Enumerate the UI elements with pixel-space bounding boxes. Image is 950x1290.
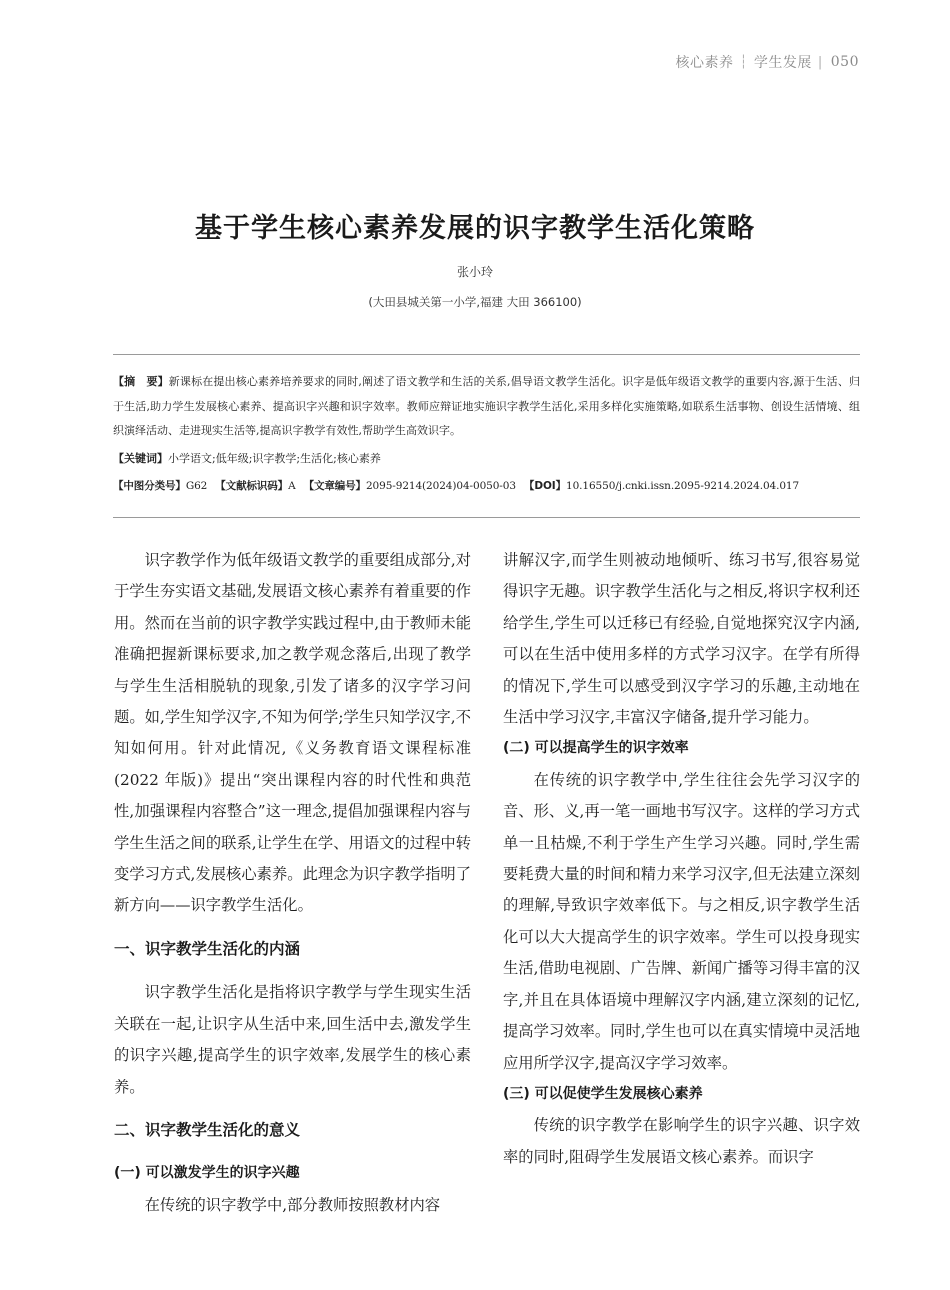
doc-code-value: A xyxy=(288,480,296,492)
core-literacy-paragraph: 传统的识字教学在影响学生的识字兴趣、识字效率的同时,阻碍学生发展语文核心素养。而识字 xyxy=(503,1116,860,1166)
header-tag-core-literacy: 核心素养 xyxy=(675,55,734,71)
clc-value: G62 xyxy=(185,480,208,492)
left-column xyxy=(114,545,471,1221)
clc-label: 【中图分类号】 xyxy=(113,480,186,492)
article-number-value: 2095-9214(2024)04-0050-03 xyxy=(365,480,516,492)
interest-paragraph-continued: 讲解汉字,而学生则被动地倾听、练习书写,很容易觉得识字无趣。识字教学生活化与之相反,将识字权利还给学生,学生可以迁移已有经验,自觉地探究汉字内涵,可以在生活中使用多样的方式学习汉字。在学有所得的情况下,学生可以感受到汉字学习的乐趣,主动地在生活中学习汉字,丰富汉字储备,提升学习能力。 xyxy=(503,551,860,727)
page-number: 050 xyxy=(830,54,859,70)
keywords-label: 【关键词】 xyxy=(113,451,168,465)
article-number-label: 【文章编号】 xyxy=(303,480,366,492)
article-title: 基于学生核心素养发展的识字教学生活化策略 xyxy=(195,213,755,244)
author: 张小玲 xyxy=(456,265,493,279)
subheading-interest: (一) 可以激发学生的识字兴趣 xyxy=(114,1165,300,1182)
article-metadata xyxy=(113,370,860,499)
right-column xyxy=(503,545,860,1173)
doi-value: 10.16550/j.cnki.issn.2095-9214.2024.04.017 xyxy=(565,480,800,492)
header-tag-student-development: 学生发展 xyxy=(753,55,812,71)
efficiency-paragraph: 在传统的识字教学中,学生往往会先学习汉字的音、形、义,再一笔一画地书写汉字。这样的学习方式单一且枯燥,不利于学生产生学习兴趣。同时,学生需要耗费大量的时间和精力来学习汉字,但无法建立深刻的理解,导致识字效率低下。与之相反,识字教学生活化可以大大提高学生的识字效率。学生可以投身现实生活,借助电视剧、广告牌、新闻广播等习得丰富的汉字,并且在具体语境中理解汉字内涵,建立深刻的记忆,提高学习效率。同时,学生也可以在真实情境中灵活地应用所学汉字,提高汉字学习效率。 xyxy=(503,770,860,1072)
top-divider xyxy=(113,354,860,355)
abstract xyxy=(113,370,860,444)
bottom-divider xyxy=(113,517,860,518)
section-heading-significance: 二、识字教学生活化的意义 xyxy=(114,1120,301,1139)
subheading-efficiency: (二) 可以提高学生的识字效率 xyxy=(503,740,689,757)
connotation-paragraph: 识字教学生活化是指将识字教学与学生现实生活关联在一起,让识字从生活中来,回生活中去,激发学生的识字兴趣,提高学生的识字效率,发展学生的核心素养。 xyxy=(114,983,471,1096)
doc-code-label: 【文献标识码】 xyxy=(215,480,289,492)
keywords xyxy=(113,447,860,472)
abstract-label: 【摘 要】 xyxy=(113,375,169,388)
header-separator: | xyxy=(817,54,823,70)
doi-label: 【DOI】 xyxy=(523,480,566,492)
intro-paragraph: 识字教学作为低年级语文教学的重要组成部分,对于学生夯实语文基础,发展语文核心素养有着重要的作用。然而在当前的识字教学实践过程中,由于教师未能准确把握新课标要求,加之教学观念落后,出现了教学与学生生活相脱轨的现象,引发了诸多的汉字学习问题。如,学生知学汉字,不知为何学;学生只知学汉字,不知如何用。针对此情况,《义务教育语文课程标准(2022 年版)》提出“突出课程内容的时代性和典范性,加强课程内容整合”这一理念,提倡加强课程内容与学生生活之间的联系,让学生在学、用语文的过程中转变学习方式,发展核心素养。此理念为识字教学指明了新方向——识字教学生活化。 xyxy=(114,551,471,915)
affiliation: (大田县城关第一小学,福建 大田 366100) xyxy=(368,295,582,309)
interest-paragraph: 在传统的识字教学中,部分教师按照教材内容 xyxy=(144,1195,441,1214)
section-heading-connotation: 一、识字教学生活化的内涵 xyxy=(114,939,301,958)
running-header xyxy=(676,52,859,72)
header-separator: ┆ xyxy=(739,54,748,70)
keywords-text: 小学语文;低年级;识字教学;生活化;核心素养 xyxy=(168,451,381,465)
classification-line xyxy=(113,474,860,499)
abstract-text: 新课标在提出核心素养培养要求的同时,阐述了语文教学和生活的关系,倡导语文教学生活化。识字是低年级语文教学的重要内容,源于生活、归于生活,助力学生发展核心素养、提高识字兴趣和识字效率。教师应辩证地实施识字教学生活化,采用多样化实施策略,如联系生活事物、创设生活情境、组织演绎活动、走进现实生活等,提高识字教学有效性,帮助学生高效识字。 xyxy=(113,375,860,437)
subheading-core-literacy: (三) 可以促使学生发展核心素养 xyxy=(503,1085,703,1102)
